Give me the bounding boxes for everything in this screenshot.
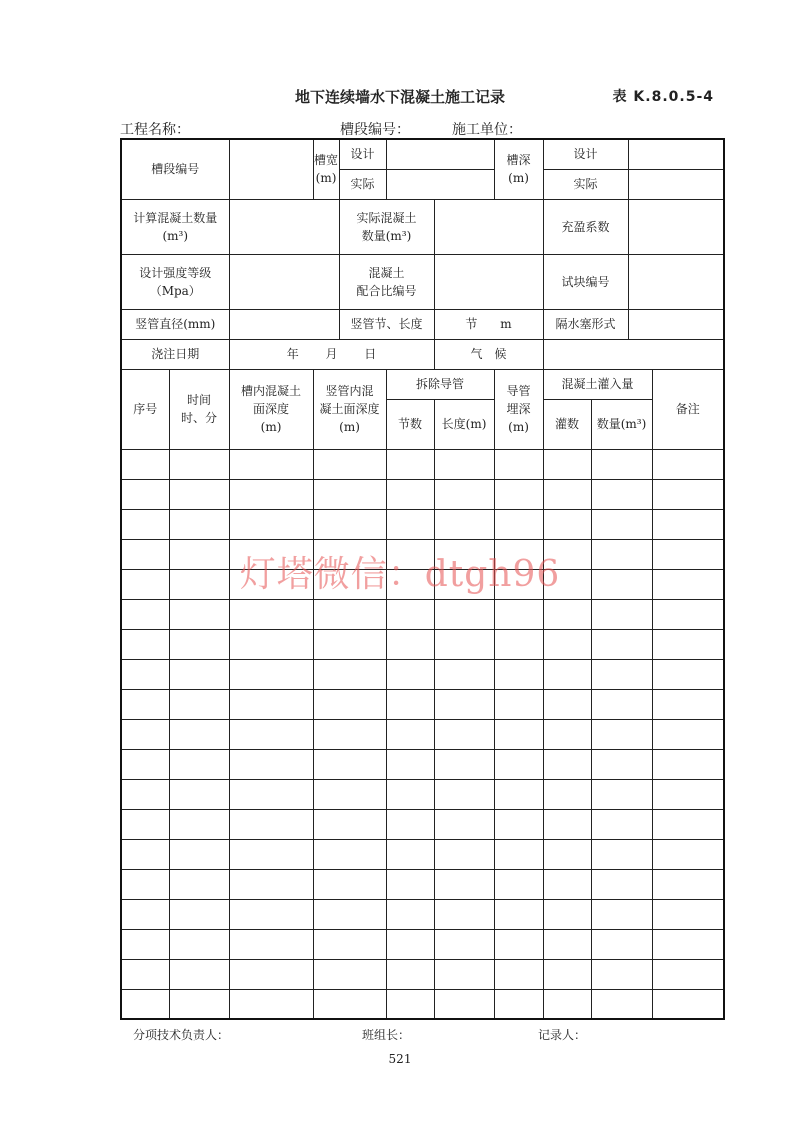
table-cell[interactable] (543, 869, 591, 899)
table-row (121, 659, 724, 689)
pipe-length-label: 竖管节、长度 (339, 309, 434, 339)
table-cell[interactable] (313, 869, 386, 899)
table-cell[interactable] (434, 809, 494, 839)
table-cell[interactable] (121, 479, 169, 509)
table-cell[interactable] (652, 629, 724, 659)
table-cell[interactable] (169, 479, 229, 509)
table-cell[interactable] (434, 509, 494, 539)
table-cell[interactable] (386, 509, 434, 539)
table-cell[interactable] (591, 749, 652, 779)
segment-number-cell: 槽段编号 (121, 139, 229, 199)
table-row (121, 479, 724, 509)
table-cell[interactable] (543, 479, 591, 509)
table-cell[interactable] (313, 959, 386, 989)
table-cell[interactable] (434, 869, 494, 899)
page-title: 地下连续墙水下混凝土施工记录 (294, 88, 505, 106)
table-cell[interactable] (313, 509, 386, 539)
fill-coefficient-label: 充盈系数 (543, 199, 628, 254)
table-cell[interactable] (652, 479, 724, 509)
table-cell[interactable] (229, 779, 313, 809)
table-cell[interactable] (169, 989, 229, 1019)
col-time: 时间 时、分 (169, 369, 229, 449)
table-cell[interactable] (591, 719, 652, 749)
width-design-value[interactable] (386, 139, 494, 169)
table-cell[interactable] (543, 959, 591, 989)
table-cell[interactable] (229, 809, 313, 839)
table-cell[interactable] (591, 659, 652, 689)
table-cell[interactable] (591, 479, 652, 509)
table-cell[interactable] (652, 869, 724, 899)
table-cell[interactable] (434, 839, 494, 869)
table-cell[interactable] (591, 809, 652, 839)
table-cell[interactable] (169, 569, 229, 599)
mix-ratio-label: 混凝土 配合比编号 (339, 254, 434, 309)
construction-unit-label: 施工单位： (452, 122, 522, 138)
table-cell[interactable] (434, 989, 494, 1019)
table-cell[interactable] (591, 689, 652, 719)
table-cell[interactable] (313, 779, 386, 809)
table-cell[interactable] (591, 509, 652, 539)
table-cell[interactable] (494, 749, 543, 779)
col-inner-depth: 槽内混凝土 面深度 (m) (229, 369, 313, 449)
table-cell[interactable] (386, 959, 434, 989)
pour-date-label: 浇注日期 (121, 339, 229, 369)
table-cell[interactable] (313, 449, 386, 479)
table-cell[interactable] (121, 569, 169, 599)
table-cell[interactable] (169, 869, 229, 899)
table-cell[interactable] (121, 899, 169, 929)
table-cell[interactable] (169, 659, 229, 689)
table-cell[interactable] (543, 779, 591, 809)
strength-grade-value[interactable] (229, 254, 339, 309)
table-cell[interactable] (169, 959, 229, 989)
table-cell[interactable] (494, 929, 543, 959)
table-cell[interactable] (169, 839, 229, 869)
table-cell[interactable] (591, 959, 652, 989)
table-cell[interactable] (229, 659, 313, 689)
table-cell[interactable] (494, 659, 543, 689)
depth-design-label: 设计 (543, 139, 628, 169)
fill-coefficient-value[interactable] (628, 199, 724, 254)
table-cell[interactable] (591, 539, 652, 569)
width-label: 槽宽 (m) (313, 139, 339, 199)
table-row (121, 839, 724, 869)
table-cell[interactable] (543, 989, 591, 1019)
table-cell[interactable] (313, 929, 386, 959)
table-cell[interactable] (313, 659, 386, 689)
plug-type-label: 隔水塞形式 (543, 309, 628, 339)
table-cell[interactable] (121, 599, 169, 629)
table-cell[interactable] (229, 599, 313, 629)
table-cell[interactable] (169, 779, 229, 809)
table-cell[interactable] (494, 899, 543, 929)
table-cell[interactable] (494, 629, 543, 659)
table-cell[interactable] (229, 839, 313, 869)
table-row (121, 629, 724, 659)
table-cell[interactable] (121, 659, 169, 689)
watermark: 灯塔微信：dtgh96 (239, 554, 561, 595)
weather-label: 气 候 (434, 339, 543, 369)
pipe-diameter-label: 竖管直径(mm) (121, 309, 229, 339)
segment-number-value[interactable] (229, 139, 313, 199)
table-row (121, 509, 724, 539)
table-cell[interactable] (386, 719, 434, 749)
col-length: 长度(m) (434, 399, 494, 449)
table-cell[interactable] (169, 809, 229, 839)
width-design-label: 设计 (339, 139, 386, 169)
data-rows (121, 449, 724, 1019)
table-row (121, 869, 724, 899)
col-pipe-depth: 竖管内混 凝土面深度 (m) (313, 369, 386, 449)
table-cell[interactable] (591, 779, 652, 809)
table-cell[interactable] (434, 479, 494, 509)
table-cell[interactable] (434, 539, 494, 569)
calc-volume-value[interactable] (229, 199, 339, 254)
depth-design-value[interactable] (628, 139, 724, 169)
table-cell[interactable] (313, 749, 386, 779)
table-cell[interactable] (494, 779, 543, 809)
table-cell[interactable] (229, 749, 313, 779)
strength-grade-label: 设计强度等级 （Mpa） (121, 254, 229, 309)
table-cell[interactable] (169, 929, 229, 959)
table-cell[interactable] (434, 749, 494, 779)
table-cell[interactable] (229, 929, 313, 959)
plug-type-value[interactable] (628, 309, 724, 339)
table-row (121, 809, 724, 839)
table-cell[interactable] (434, 929, 494, 959)
table-cell[interactable] (652, 839, 724, 869)
table-row (121, 749, 724, 779)
table-cell[interactable] (121, 539, 169, 569)
table-cell[interactable] (313, 689, 386, 719)
table-cell[interactable] (169, 689, 229, 719)
table-cell[interactable] (313, 809, 386, 839)
table-cell[interactable] (591, 839, 652, 869)
table-cell[interactable] (121, 779, 169, 809)
col-pour-amount: 混凝土灌入量 (543, 369, 652, 399)
table-cell[interactable] (121, 509, 169, 539)
table-cell[interactable] (229, 449, 313, 479)
sample-number-value[interactable] (628, 254, 724, 309)
table-cell[interactable] (652, 449, 724, 479)
table-cell[interactable] (494, 839, 543, 869)
table-cell[interactable] (121, 959, 169, 989)
table-cell[interactable] (434, 779, 494, 809)
table-cell[interactable] (494, 479, 543, 509)
table-cell[interactable] (386, 659, 434, 689)
table-cell[interactable] (434, 719, 494, 749)
table-cell[interactable] (169, 899, 229, 929)
table-cell[interactable] (313, 899, 386, 929)
table-cell[interactable] (386, 989, 434, 1019)
table-row (121, 599, 724, 629)
col-seq: 序号 (121, 369, 169, 449)
record-form-table (120, 138, 725, 1020)
table-cell[interactable] (121, 449, 169, 479)
table-cell[interactable] (652, 929, 724, 959)
table-cell[interactable] (434, 449, 494, 479)
table-cell[interactable] (313, 839, 386, 869)
table-cell[interactable] (543, 809, 591, 839)
table-cell[interactable] (386, 479, 434, 509)
table-cell[interactable] (121, 719, 169, 749)
table-cell[interactable] (229, 899, 313, 929)
table-number: 表 K.8.0.5-4 (612, 89, 714, 105)
width-actual-value[interactable] (386, 169, 494, 199)
table-cell[interactable] (169, 719, 229, 749)
table-cell[interactable] (386, 539, 434, 569)
table-cell[interactable] (386, 779, 434, 809)
table-cell[interactable] (229, 479, 313, 509)
segment-number-label: 槽段编号： (340, 122, 410, 138)
table-cell[interactable] (121, 749, 169, 779)
table-cell[interactable] (229, 689, 313, 719)
table-cell[interactable] (494, 449, 543, 479)
table-cell[interactable] (652, 569, 724, 599)
calc-volume-label: 计算混凝土数量 (m³) (121, 199, 229, 254)
table-cell[interactable] (652, 749, 724, 779)
table-cell[interactable] (121, 989, 169, 1019)
table-cell[interactable] (169, 749, 229, 779)
table-cell[interactable] (169, 539, 229, 569)
table-cell[interactable] (229, 989, 313, 1019)
table-cell[interactable] (591, 629, 652, 659)
table-cell[interactable] (386, 629, 434, 659)
table-row (121, 959, 724, 989)
table-row (121, 989, 724, 1019)
table-cell[interactable] (434, 659, 494, 689)
table-cell[interactable] (313, 629, 386, 659)
table-cell[interactable] (229, 959, 313, 989)
table-cell[interactable] (494, 689, 543, 719)
table-cell[interactable] (434, 599, 494, 629)
table-cell[interactable] (652, 989, 724, 1019)
team-leader-label: 班组长： (362, 1028, 411, 1042)
table-cell[interactable] (652, 959, 724, 989)
table-cell[interactable] (494, 539, 543, 569)
tech-leader-label: 分项技术负责人： (133, 1028, 230, 1042)
table-cell[interactable] (591, 599, 652, 629)
table-cell[interactable] (494, 509, 543, 539)
depth-label: 槽深 (m) (494, 139, 543, 199)
table-cell[interactable] (591, 899, 652, 929)
table-cell[interactable] (543, 509, 591, 539)
table-cell[interactable] (494, 809, 543, 839)
table-cell[interactable] (313, 479, 386, 509)
table-cell[interactable] (121, 929, 169, 959)
table-cell[interactable] (591, 569, 652, 599)
table-cell[interactable] (386, 929, 434, 959)
table-cell[interactable] (591, 929, 652, 959)
table-cell[interactable] (494, 959, 543, 989)
table-cell[interactable] (121, 839, 169, 869)
table-cell[interactable] (543, 839, 591, 869)
table-cell[interactable] (169, 599, 229, 629)
table-cell[interactable] (543, 599, 591, 629)
table-cell[interactable] (652, 719, 724, 749)
table-cell[interactable] (494, 719, 543, 749)
table-cell[interactable] (169, 449, 229, 479)
table-cell[interactable] (169, 629, 229, 659)
table-cell[interactable] (386, 809, 434, 839)
table-cell[interactable] (229, 869, 313, 899)
table-cell[interactable] (434, 569, 494, 599)
table-cell[interactable] (652, 659, 724, 689)
col-embed-depth: 导管 埋深 (m) (494, 369, 543, 449)
table-cell[interactable] (386, 449, 434, 479)
table-cell[interactable] (121, 689, 169, 719)
pour-date-value[interactable]: 年 月 日 (229, 339, 434, 369)
col-remark: 备注 (652, 369, 724, 449)
table-row (121, 929, 724, 959)
table-cell[interactable] (386, 839, 434, 869)
table-cell[interactable] (121, 629, 169, 659)
table-cell[interactable] (543, 629, 591, 659)
table-cell[interactable] (121, 869, 169, 899)
table-cell[interactable] (652, 599, 724, 629)
weather-value[interactable] (543, 339, 724, 369)
table-cell[interactable] (121, 809, 169, 839)
table-cell[interactable] (543, 569, 591, 599)
actual-volume-value[interactable] (434, 199, 543, 254)
table-cell[interactable] (543, 539, 591, 569)
table-cell[interactable] (494, 569, 543, 599)
pipe-length-value[interactable]: 节 m (434, 309, 543, 339)
table-cell[interactable] (543, 719, 591, 749)
width-actual-label: 实际 (339, 169, 386, 199)
table-row (121, 569, 724, 599)
table-row (121, 539, 724, 569)
table-cell[interactable] (652, 689, 724, 719)
table-cell[interactable] (591, 869, 652, 899)
table-cell[interactable] (169, 509, 229, 539)
table-cell[interactable] (229, 629, 313, 659)
table-row (121, 719, 724, 749)
table-cell[interactable] (229, 509, 313, 539)
table-cell[interactable] (494, 599, 543, 629)
table-row (121, 899, 724, 929)
table-cell[interactable] (543, 689, 591, 719)
table-cell[interactable] (229, 569, 313, 599)
table-cell[interactable] (652, 809, 724, 839)
table-cell[interactable] (543, 659, 591, 689)
table-cell[interactable] (386, 569, 434, 599)
table-cell[interactable] (313, 539, 386, 569)
table-cell[interactable] (313, 719, 386, 749)
table-cell[interactable] (494, 869, 543, 899)
table-cell[interactable] (313, 599, 386, 629)
table-cell[interactable] (386, 899, 434, 929)
col-pours: 灌数 (543, 399, 591, 449)
project-name-label: 工程名称： (120, 122, 190, 138)
depth-actual-value[interactable] (628, 169, 724, 199)
table-cell[interactable] (591, 989, 652, 1019)
table-cell[interactable] (386, 749, 434, 779)
col-sections: 节数 (386, 399, 434, 449)
table-cell[interactable] (434, 899, 494, 929)
table-cell[interactable] (434, 629, 494, 659)
recorder-label: 记录人： (538, 1028, 587, 1042)
table-row (121, 689, 724, 719)
mix-ratio-value[interactable] (434, 254, 543, 309)
table-cell[interactable] (591, 449, 652, 479)
table-cell[interactable] (652, 539, 724, 569)
table-cell[interactable] (313, 569, 386, 599)
actual-volume-label: 实际混凝土 数量(m³) (339, 199, 434, 254)
page-number: 521 (388, 1052, 412, 1066)
table-cell[interactable] (652, 509, 724, 539)
table-cell[interactable] (652, 779, 724, 809)
sample-number-label: 试块编号 (543, 254, 628, 309)
table-row (121, 449, 724, 479)
table-cell[interactable] (313, 989, 386, 1019)
table-cell[interactable] (386, 869, 434, 899)
table-cell[interactable] (229, 719, 313, 749)
table-cell[interactable] (543, 929, 591, 959)
col-amount: 数量(m³) (591, 399, 652, 449)
table-cell[interactable] (434, 689, 494, 719)
table-cell[interactable] (543, 899, 591, 929)
col-remove-pipe: 拆除导管 (386, 369, 494, 399)
table-cell[interactable] (652, 899, 724, 929)
depth-actual-label: 实际 (543, 169, 628, 199)
table-cell[interactable] (229, 539, 313, 569)
table-cell[interactable] (543, 749, 591, 779)
table-cell[interactable] (494, 989, 543, 1019)
table-cell[interactable] (386, 689, 434, 719)
pipe-diameter-value[interactable] (229, 309, 339, 339)
table-cell[interactable] (543, 449, 591, 479)
table-row (121, 779, 724, 809)
table-cell[interactable] (386, 599, 434, 629)
table-cell[interactable] (434, 959, 494, 989)
